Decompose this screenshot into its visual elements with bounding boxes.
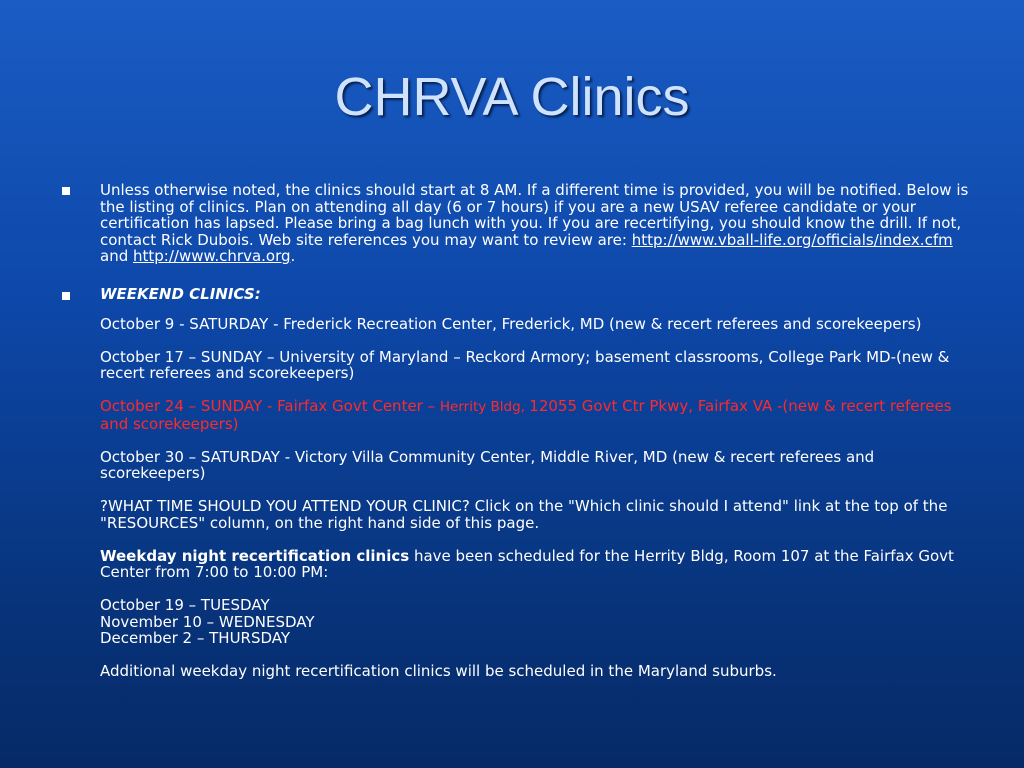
weekend-clinics-section [100,286,970,680]
clinic-october-24-part3: 12055 Govt Ctr Pkwy, Fairfax VA -(new & recert referees and scorekeepers) [100,397,952,433]
clinic-october-24 [100,398,970,432]
slide-title: CHRVA Clinics [334,67,690,127]
weekday-dates [100,597,970,647]
weekday-clinics-bold: Weekday night recertification clinics [100,546,410,565]
clinic-october-30: October 30 – SATURDAY - Victory Villa Community Center, Middle River, MD (new & recert referees and scorekeepers) [100,447,875,482]
intro-and: and [100,247,133,265]
weekday-clinics-rest: have been scheduled for the Herrity Bldg, Room 107 at the Fairfax Govt Center from 7:00 to 10:00 PM: [100,546,954,581]
bullet-marker [62,292,70,300]
weekday-date-3: December 2 – THURSDAY [100,629,291,647]
additional-clinics-note: Additional weekday night recertification clinics will be scheduled in the Maryland suburbs. [100,662,777,680]
clinic-october-24-part2: Herrity Bldg, [439,399,530,415]
chrva-link[interactable]: http://www.chrva.org [133,247,291,265]
clinic-october-9: October 9 - SATURDAY - Frederick Recreation Center, Frederick, MD (new & recert referees and scorekeepers) [100,314,922,333]
weekend-heading: WEEKEND CLINICS: [100,285,261,303]
which-clinic-note: ?WHAT TIME SHOULD YOU ATTEND YOUR CLINIC? Click on the "Which clinic should I attend" link at the top of the "RESOURCES" column, on the right hand side of this page. [100,497,948,532]
clinic-october-17: October 17 – SUNDAY – University of Maryland – Reckord Armory; basement classrooms, College Park MD-(new & recert referees and scorekeepers) [100,347,950,382]
clinic-october-24-part1: October 24 – SUNDAY - Fairfax Govt Center – [100,397,440,415]
vball-life-link[interactable]: http://www.vball-life.org/officials/index.cfm [631,230,953,249]
intro-end: . [290,247,296,265]
weekday-clinics-note [100,548,970,581]
intro-text: Unless otherwise noted, the clinics should start at 8 AM. If a different time is provided, you will be notified. Below is the listing of clinics. Plan on attending all day (6 or 7 hours) if you are a new USAV referee candidate or your certification has lapsed. Please bring a bag lunch with you. If you are recertifying, you should know the drill. If not, contact Rick Dubois. Web site references you may want to review are: [100,181,969,249]
weekday-date-2: November 10 – WEDNESDAY [100,612,315,631]
bullet-marker [62,187,70,195]
intro-paragraph [100,182,970,265]
weekday-date-1: October 19 – TUESDAY [100,596,270,614]
